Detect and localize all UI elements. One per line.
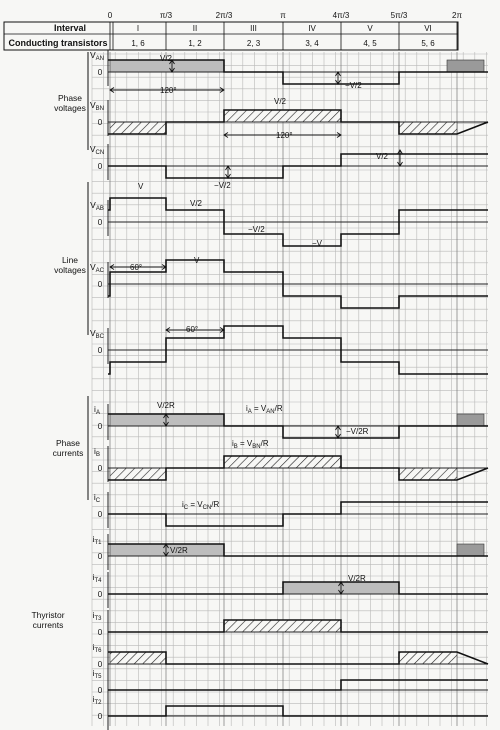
wave-iT5	[108, 680, 488, 690]
ann-vbc-60: 60°	[186, 325, 199, 334]
header-interval-label: Interval	[53, 23, 87, 33]
group-phase-voltages-1: Phase	[57, 93, 83, 103]
group-thyristor-currents-2: currents	[32, 620, 64, 630]
conducting-3: 3, 4	[305, 39, 319, 48]
zero-VAB: 0	[97, 218, 103, 227]
ann-ia-eq: $i_A = V_{AN}/R$	[246, 404, 283, 415]
trace-label-VAB: $V_{AB}$	[90, 200, 104, 212]
ann-vac-v: V	[194, 256, 200, 265]
group-phase-currents-2: currents	[52, 448, 84, 458]
ann-vab-half: V/2	[190, 199, 203, 208]
trace-label-iT3: $i_{T3}$	[92, 610, 102, 622]
trace-label-VCN: $V_{CN}$	[89, 144, 105, 156]
shade-2	[110, 122, 166, 134]
ann-van-pos: V/2	[160, 54, 173, 63]
ann-vbn-pos: V/2	[274, 97, 287, 106]
header-conducting-label: Conducting transistors	[8, 38, 108, 48]
trace-label-iB: $i_B$	[94, 446, 100, 458]
ann-vab-v: V	[138, 182, 144, 191]
zero-iB: 0	[97, 464, 103, 473]
interval-2: III	[250, 24, 257, 33]
ann-ic-eq: $i_C = V_{CN}/R$	[182, 500, 220, 511]
conducting-0: 1, 6	[131, 39, 145, 48]
angle-tick-1: π/3	[159, 11, 173, 20]
trace-label-VAC: $V_{AC}$	[89, 262, 105, 274]
zero-iT5: 0	[97, 686, 103, 695]
zero-iT1: 0	[97, 552, 103, 561]
interval-1: II	[192, 24, 198, 33]
interval-0: I	[136, 24, 140, 33]
shade-15	[399, 652, 457, 664]
interval-5: VI	[424, 24, 432, 33]
group-thyristor-currents-1: Thyristor	[31, 610, 65, 620]
zero-iT2: 0	[97, 712, 103, 721]
shade-3	[224, 110, 341, 122]
trace-label-iT5: $i_{T5}$	[92, 668, 102, 680]
zero-iT3: 0	[97, 628, 103, 637]
shade-13	[224, 620, 341, 632]
trace-label-VBN: $V_{BN}$	[89, 100, 105, 112]
conducting-2: 2, 3	[246, 39, 261, 48]
angle-tick-3: π	[280, 11, 286, 20]
ann-width-120b: 120°	[276, 131, 293, 140]
ann-it1-pos: V/2R	[170, 546, 188, 555]
group-line-voltages-1: Line	[61, 255, 79, 265]
zero-VCN: 0	[97, 162, 103, 171]
conducting-1: 1, 2	[188, 39, 202, 48]
angle-tick-2: 2π/3	[215, 11, 233, 20]
shade-7	[110, 468, 166, 480]
trace-label-iC: $i_C$	[93, 492, 101, 504]
ann-ib-eq: $i_B = V_{BN}/R$	[232, 439, 269, 450]
trace-label-iT1: $i_{T1}$	[92, 534, 102, 546]
shade-14	[110, 652, 166, 664]
trace-label-iT2: $i_{T2}$	[92, 694, 102, 706]
ann-vcn-neg: −V/2	[214, 181, 231, 190]
shade-6	[457, 414, 484, 426]
zero-VBN: 0	[97, 118, 103, 127]
conducting-5: 5, 6	[421, 39, 435, 48]
ann-vab-negv: −V	[312, 239, 323, 248]
interval-4: V	[367, 24, 373, 33]
angle-tick-4: 4π/3	[332, 11, 350, 20]
shade-1	[447, 60, 484, 72]
ann-ia-neg: −V/2R	[346, 427, 369, 436]
zero-iC: 0	[97, 510, 103, 519]
shade-11	[457, 544, 484, 556]
zero-VBC: 0	[97, 346, 103, 355]
trace-label-VBC: $V_{BC}$	[89, 328, 105, 340]
ann-it4-pos: V/2R	[348, 574, 366, 583]
zero-VAN: 0	[97, 68, 103, 77]
trace-label-iT6: $i_{T6}$	[92, 642, 102, 654]
zero-iT4: 0	[97, 590, 103, 599]
angle-tick-6: 2π	[452, 11, 462, 20]
trace-label-iA: $i_A$	[94, 404, 100, 416]
shade-9	[399, 468, 457, 480]
header-table	[4, 11, 462, 50]
zero-iA: 0	[97, 422, 103, 431]
trace-label-VAN: $V_{AN}$	[89, 50, 105, 62]
group-labels	[31, 52, 88, 630]
shade-8	[224, 456, 341, 468]
wave-iT2	[108, 706, 488, 716]
angle-tick-5: 5π/3	[390, 11, 408, 20]
zero-VAC: 0	[97, 280, 103, 289]
ann-vac-60: 60°	[130, 263, 143, 272]
group-line-voltages-2: voltages	[54, 265, 86, 275]
group-phase-currents-1: Phase	[55, 438, 81, 448]
ann-ia-pos: V/2R	[157, 401, 175, 410]
zero-iT6: 0	[97, 660, 103, 669]
interval-3: IV	[308, 24, 316, 33]
conducting-4: 4, 5	[363, 39, 377, 48]
angle-tick-0: 0	[107, 11, 113, 20]
ann-van-neg: −V/2	[345, 81, 362, 90]
ann-vab-neghalf: −V/2	[248, 225, 265, 234]
ann-vcn-pos: V/2	[376, 152, 389, 161]
shade-4	[399, 122, 457, 134]
trace-label-iT4: $i_{T4}$	[92, 572, 102, 584]
group-phase-voltages-2: voltages	[54, 103, 86, 113]
ann-width-120: 120°	[160, 86, 177, 95]
